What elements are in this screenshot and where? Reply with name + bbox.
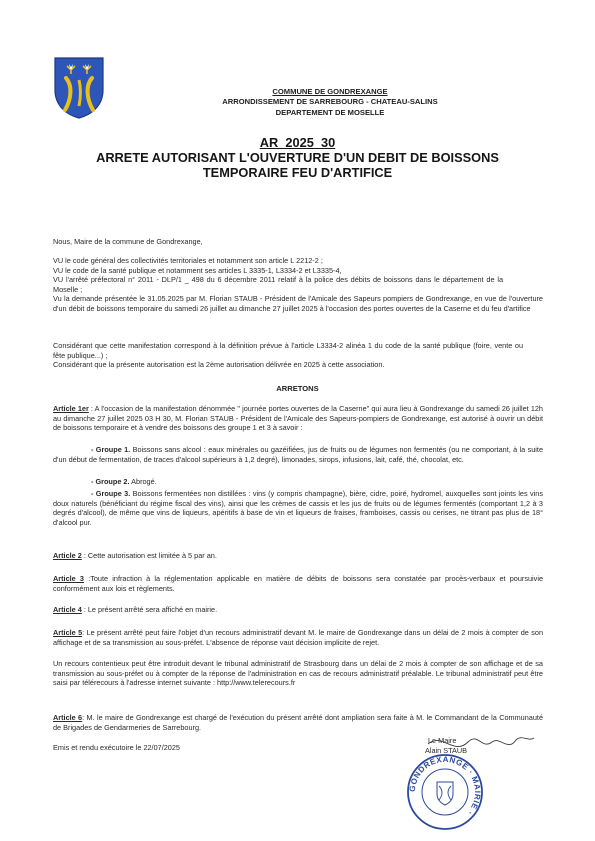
visa-item: VU l'arrêté préfectoral n° 2011 - DLP/1 _ 498 du 6 décembre 2011 relatif à la police des débits de boissons dans le département de la Moselle ; [53,275,503,294]
article-1-group-1 [53,445,543,464]
group-2-label: - Groupe 2. [91,477,130,486]
intro-text: Nous, Maire de la commune de Gondrexange, [53,237,203,246]
article-4-label: Article 4 [53,605,82,614]
article-2-label: Article 2 [53,551,82,560]
article-1-group-3 [53,489,543,527]
article-6-label: Article 6 [53,713,83,722]
article-1-label: Article 1er [53,404,89,413]
article-5 [53,628,543,647]
arretons-heading: ARRETONS [276,384,319,393]
group-3-label: - Groupe 3. [91,489,131,498]
arrete-title-line1: ARRETE AUTORISANT L'OUVERTURE D'UN DEBIT DE BOISSONS [96,150,499,165]
article-2-text: : Cette autorisation est limitée à 5 par an. [81,551,217,560]
considerants-block [53,341,523,370]
arrondissement: ARRONDISSEMENT DE SARREBOURG - CHATEAU-SALINS [222,97,438,107]
article-5-recours: Un recours contentieux peut être introduit devant le tribunal administratif de Strasbourg dans un délai de 2 mois à compter de son affichage et de sa transmission au sous-préfet ou à compter de la réponse de l'administration en cas de recours administratif préalable. Le tribunal administratif peut être saisi par télérecours à l'adresse internet suivante : http://www.telerecours.fr [53,659,543,688]
signer-name: Alain STAUB [425,746,468,755]
commune-name: COMMUNE DE GONDREXANGE [272,87,388,96]
group-2-text: Abrogé. [129,477,157,486]
arrete-reference: AR_2025_30 [259,135,336,150]
stamp-text: GONDREXANGE · MAIRIE · [407,754,483,818]
group-1-label: - Groupe 1. [91,445,131,454]
arrete-title-line2: TEMPORAIRE FEU D'ARTIFICE [202,165,393,180]
considerant-item: Considérant que cette manifestation correspond à la définition prévue à l'article L3334-2 alinéa 1 du code de la santé publique (foire, vente ou fête publique...) ; [53,341,523,360]
group-3-text: Boissons fermentées non distillées : vins (y compris champagne), bière, cidre, poiré, hydromel, auxquelles sont joints les vins doux naturels (bénéficiant du régime fiscal des vins), ainsi que les crèmes de cassis et les jus de fruits ou de légumes fermentés (comportant 1,2 à 3 degrés d'alcool), de même que vins de liqueurs, apéritifs à base de vin et liqueurs de fraises, framboises, cassis ou cerises, ne titrant pas plus de 18° d'alcool pur. [53,489,543,527]
article-4-text: : Le présent arrêté sera affiché en mairie. [81,605,218,614]
visa-item: VU le code de la santé publique et notamment ses articles L 3335-1, L3334-2 et L3335-4, [53,265,342,275]
emis-date: Emis et rendu exécutoire le 22/07/2025 [53,743,180,752]
article-6-text: : M. le maire de Gondrexange est chargé de l'exécution du présent arrêté dont ampliation sera faite à M. le Commandant de la Communauté de Brigades de Gendarmeries de Sarrebourg. [53,713,544,732]
article-3-label: Article 3 [53,574,84,583]
article-5-label: Article 5 [53,628,83,637]
visa-item: Vu la demande présentée le 31.05.2025 par M. Florian STAUB - Président de l'Amicale des Sapeurs pompiers de Gondrexange, en vue de l'ouverture d'un débit de boissons temporaire du samedi 26 juillet au dimanche 27 juillet 2025 à l'occasion des portes ouvertes de la Caserne et du feu d'artifice [53,294,543,313]
visa-item: VU le code général des collectivités territoriales et notamment son article L 2212-2 ; [53,256,323,265]
article-5-text: : Le présent arrêté peut faire l'objet d'un recours administratif devant M. le maire de Gondrexange dans un délai de 2 mois à compter de son affichage et de sa transmission au sous-préfet. L'absence de réponse vaut décision implicite de rejet. [53,628,543,647]
group-1-text: Boissons sans alcool : eaux minérales ou gazéifiées, jus de fruits ou de légumes non fermentés (ou ne comportant, à la suite d'un début de fermentation, de traces d'alcool supérieurs à 1,2 degré), limonades, sirops, infusions, lait, café, thé, chocolat, etc. [53,445,544,464]
signature-icon [420,724,540,764]
article-1-text: : A l'occasion de la manifestation dénommée " journée portes ouvertes de la Caserne" qui aura lieu à Gondrexange du samedi 26 juillet 12h au dimanche 27 juillet 2025 03 H 30, M. Florian STAUB - Président de l'Amicale des Sapeurs-pompiers de Gondrexange, est autorisé à ouvrir un débit de boissons temporaire et à vendre des boissons des groupe 1 et 3 à savoir : [53,404,543,433]
considerant-item: Considérant que la présente autorisation est la 2ème autorisation délivrée en 2025 à cette association. [53,360,385,370]
coat-of-arms-icon [53,56,105,120]
article-4 [53,605,543,615]
article-1-group-2 [91,477,531,487]
departement: DEPARTEMENT DE MOSELLE [275,107,385,117]
visas-block [53,256,543,314]
article-2 [53,551,543,561]
signer-title: Le Maire [428,736,457,745]
svg-text:GONDREXANGE · MAIRIE · [408,755,482,817]
article-3 [53,574,543,593]
article-3-text: :Toute infraction à la réglementation applicable en matière de débits de boissons sera constatée par procès-verbaux et poursuivie conformément aux lois et règlements. [53,574,543,593]
article-1 [53,404,543,433]
